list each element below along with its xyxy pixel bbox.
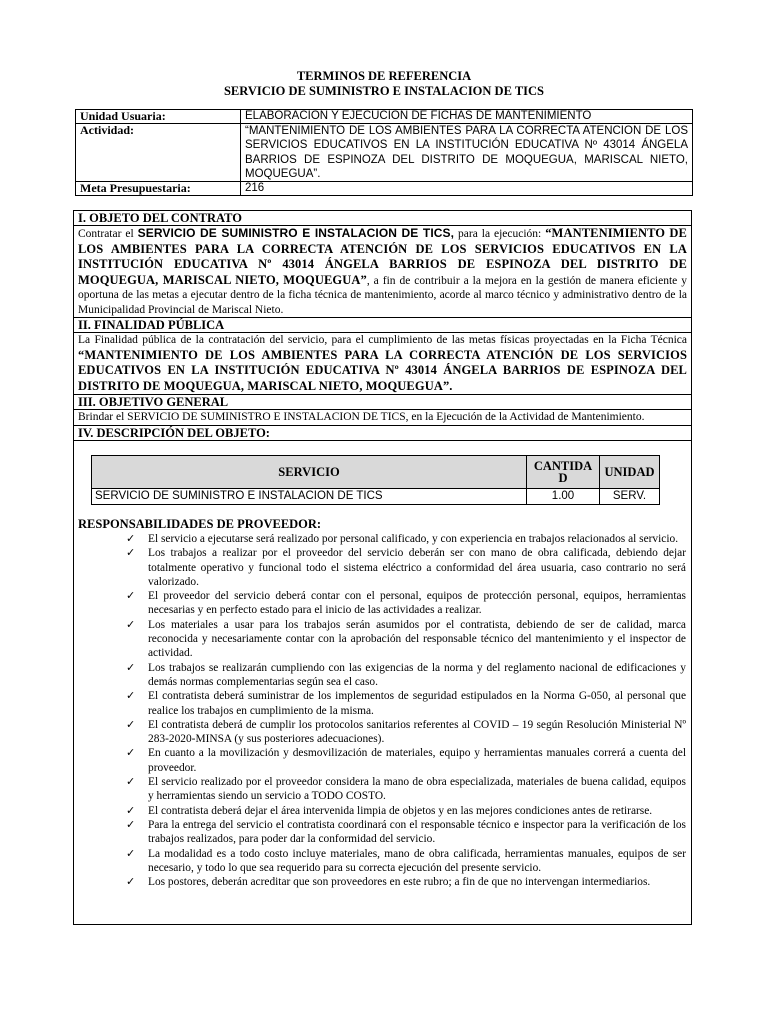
section-body-finalidad <box>74 333 691 394</box>
section-body-objeto <box>74 226 691 317</box>
check-icon: ✓ <box>126 532 136 545</box>
list-item: ✓ Los materiales a usar para los trabajos serán asumidos por el contratista, debiendo de ser de calidad, marca reconocida y necesariamente contar con la aprobación del responsable técnico del mantenimiento y el inspector de actividad. <box>126 617 686 660</box>
list-item: ✓ La modalidad es a todo costo incluye materiales, mano de obra calificada, herramientas manuales, equipos de ser necesario, y todo lo que sea requerido para su correcta ejecución del presente servicio. <box>126 846 686 874</box>
responsabilidades-title: RESPONSABILIDADES DE PROVEEDOR: <box>78 517 322 531</box>
section-objeto <box>74 211 691 318</box>
check-icon: ✓ <box>126 817 136 831</box>
meta-label: Meta Presupuestaria: <box>76 182 241 196</box>
document-subtitle: SERVICIO DE SUMINISTRO E INSTALACION DE TICS <box>223 84 544 98</box>
objeto-text-d: “MANTENIMIENTO DE LOS AMBIENTES PARA LA CORRECTA ATENCIÓN DE LOS SERVICIOS EDUCATIVOS EN LA INSTITUCIÓN EDUCATIVA Nº 43014 ÁNGELA BARRIOS DE ESPINOZA DEL DISTRITO DE MOQUEGUA, MARISCAL NIETO, MOQUEGUA” <box>78 226 687 287</box>
list-item: ✓ Los postores, deberán acreditar que son proveedores en este rubro; a fin de que no intervengan intermediarios. <box>126 875 651 889</box>
info-row-actividad <box>76 124 693 182</box>
info-table <box>75 109 693 196</box>
section-body-objetivo: Brindar el SERVICIO DE SUMINISTRO E INSTALACION DE TICS, en la Ejecución de la Actividad de Mantenimiento. <box>78 411 645 423</box>
service-col-header: SERVICIO <box>92 456 527 489</box>
cantidad-cell: 1.00 <box>527 489 600 505</box>
section-heading-objeto: I. OBJETO DEL CONTRATO <box>74 211 691 226</box>
list-item: ✓ Los trabajos se realizarán cumpliendo con las exigencias de la norma y del reglamento nacional de edificaciones y demás normas complementarias según sea el caso. <box>126 660 686 688</box>
objeto-text-a: Contratar el <box>78 228 138 240</box>
service-table <box>91 455 660 505</box>
list-item: ✓ El contratista deberá suministrar de los implementos de seguridad estipulados en la Norma G-050, al personal que realice los trabajos en cumplimiento de la misma. <box>126 689 686 717</box>
section-heading-objetivo: III. OBJETIVO GENERAL <box>74 395 691 410</box>
section-heading-descripcion: IV. DESCRIPCIÓN DEL OBJETO: <box>74 426 691 441</box>
meta-value: 216 <box>241 182 693 196</box>
list-item: ✓ El contratista deberá de cumplir los protocolos sanitarios referentes al COVID – 19 según Resolución Ministerial Nº 283-2020-MINSA (y sus posteriores adecuaciones). <box>126 717 686 746</box>
list-item: ✓ El servicio a ejecutarse será realizado por personal calificado, y con experiencia en trabajos relacionados al servicio. <box>126 532 679 545</box>
list-item: ✓ El contratista deberá dejar el área intervenida limpia de objetos y en las mejores condiciones antes de retirarse. <box>126 803 653 817</box>
finalidad-text-b: “MANTENIMIENTO DE LOS AMBIENTES PARA LA CORRECTA ATENCIÓN DE LOS SERVICIOS EDUCATIVOS EN LA INSTITUCIÓN EDUCATIVA Nº 43014 ÁNGELA BARRIOS DE ESPINOZA DEL DISTRITO DE MOQUEGUA, MARISCAL NIETO, MOQUEGUA”. <box>78 347 687 393</box>
objeto-text-c: para la ejecución: <box>454 228 546 240</box>
service-cell: SERVICIO DE SUMINISTRO E INSTALACION DE TICS <box>92 489 527 505</box>
actividad-value: “MANTENIMIENTO DE LOS AMBIENTES PARA LA CORRECTA ATENCION DE LOS SERVICIOS EDUCATIVOS EN LA INSTITUCIÓN EDUCATIVA Nº 43014 ÁNGELA BARRIOS DE ESPINOZA DEL DISTRITO DE MOQUEGUA, MARISCAL NIETO, MOQUEGUA”. <box>241 124 693 182</box>
section-heading-finalidad: II. FINALIDAD PÚBLICA <box>74 318 691 333</box>
info-row-meta <box>76 182 693 196</box>
section-descripcion <box>74 426 691 441</box>
objeto-text-e: , a fin de contribuir a la mejora en la gestión de manera eficiente y oportuna de las metas a ejecutar dentro de la ficha técnica de mantenimiento, acorde al marco técnico y administrativo dentro de la Municipalidad Provincial de Mariscal Nieto. <box>78 274 687 316</box>
section-objetivo <box>74 395 691 426</box>
document-title: TERMINOS DE REFERENCIA <box>296 69 472 83</box>
unidad-label: Unidad Usuaria: <box>76 110 241 124</box>
info-row-unidad <box>76 110 693 124</box>
check-icon: ✓ <box>126 775 136 789</box>
check-icon: ✓ <box>126 589 136 603</box>
cantidad-col-header: CANTIDA D <box>527 456 600 489</box>
unidad-value: ELABORACION Y EJECUCION DE FICHAS DE MANTENIMIENTO <box>241 110 693 124</box>
check-icon: ✓ <box>126 803 136 817</box>
check-icon: ✓ <box>126 689 136 703</box>
list-item: ✓ Los trabajos a realizar por el proveedor del servicio deberán ser con mano de obra calificada, debiendo dejar totalmente operativo y funcional todo el sistema eléctrico a conformidad del área usuaria, caso contrario no será valorizado. <box>126 546 686 588</box>
check-icon: ✓ <box>126 617 136 631</box>
actividad-label: Actividad: <box>76 124 241 182</box>
check-icon: ✓ <box>126 546 136 560</box>
section-finalidad <box>74 318 691 395</box>
unidad-col-header: UNIDAD <box>600 456 660 489</box>
unidad-cell: SERV. <box>600 489 660 505</box>
table-row <box>92 489 660 505</box>
check-icon: ✓ <box>126 875 136 889</box>
list-item: ✓ En cuanto a la movilización y desmovilización de materiales, equipo y herramientas manuales correrá a cuenta del proveedor. <box>126 746 686 774</box>
responsabilidades-list <box>74 532 686 889</box>
finalidad-text-a: La Finalidad pública de la contratación del servicio, para el cumplimiento de las metas físicas proyectadas en la Ficha Técnica <box>78 334 687 346</box>
check-icon: ✓ <box>126 660 136 674</box>
check-icon: ✓ <box>126 746 136 760</box>
list-item: ✓ El servicio realizado por el proveedor considera la mano de obra especializada, materiales de buena calidad, equipos y herramientas siendo un servicio a TODO COSTO. <box>126 775 686 803</box>
list-item: ✓ Para la entrega del servicio el contratista coordinará con el responsable técnico e inspector para la verificación de los trabajos realizados, para poder dar la conformidad del servicio. <box>126 817 686 846</box>
check-icon: ✓ <box>126 717 136 731</box>
list-item: ✓ El proveedor del servicio deberá contar con el personal, equipos de protección personal, equipos, herramientas necesarias y en perfecto estado para el inicio de las actividades a realizar. <box>126 589 686 617</box>
check-icon: ✓ <box>126 846 136 860</box>
contract-sections-box <box>73 210 692 925</box>
objeto-text-b: SERVICIO DE SUMINISTRO E INSTALACION DE TICS, <box>137 226 455 240</box>
service-table-header <box>92 456 660 489</box>
